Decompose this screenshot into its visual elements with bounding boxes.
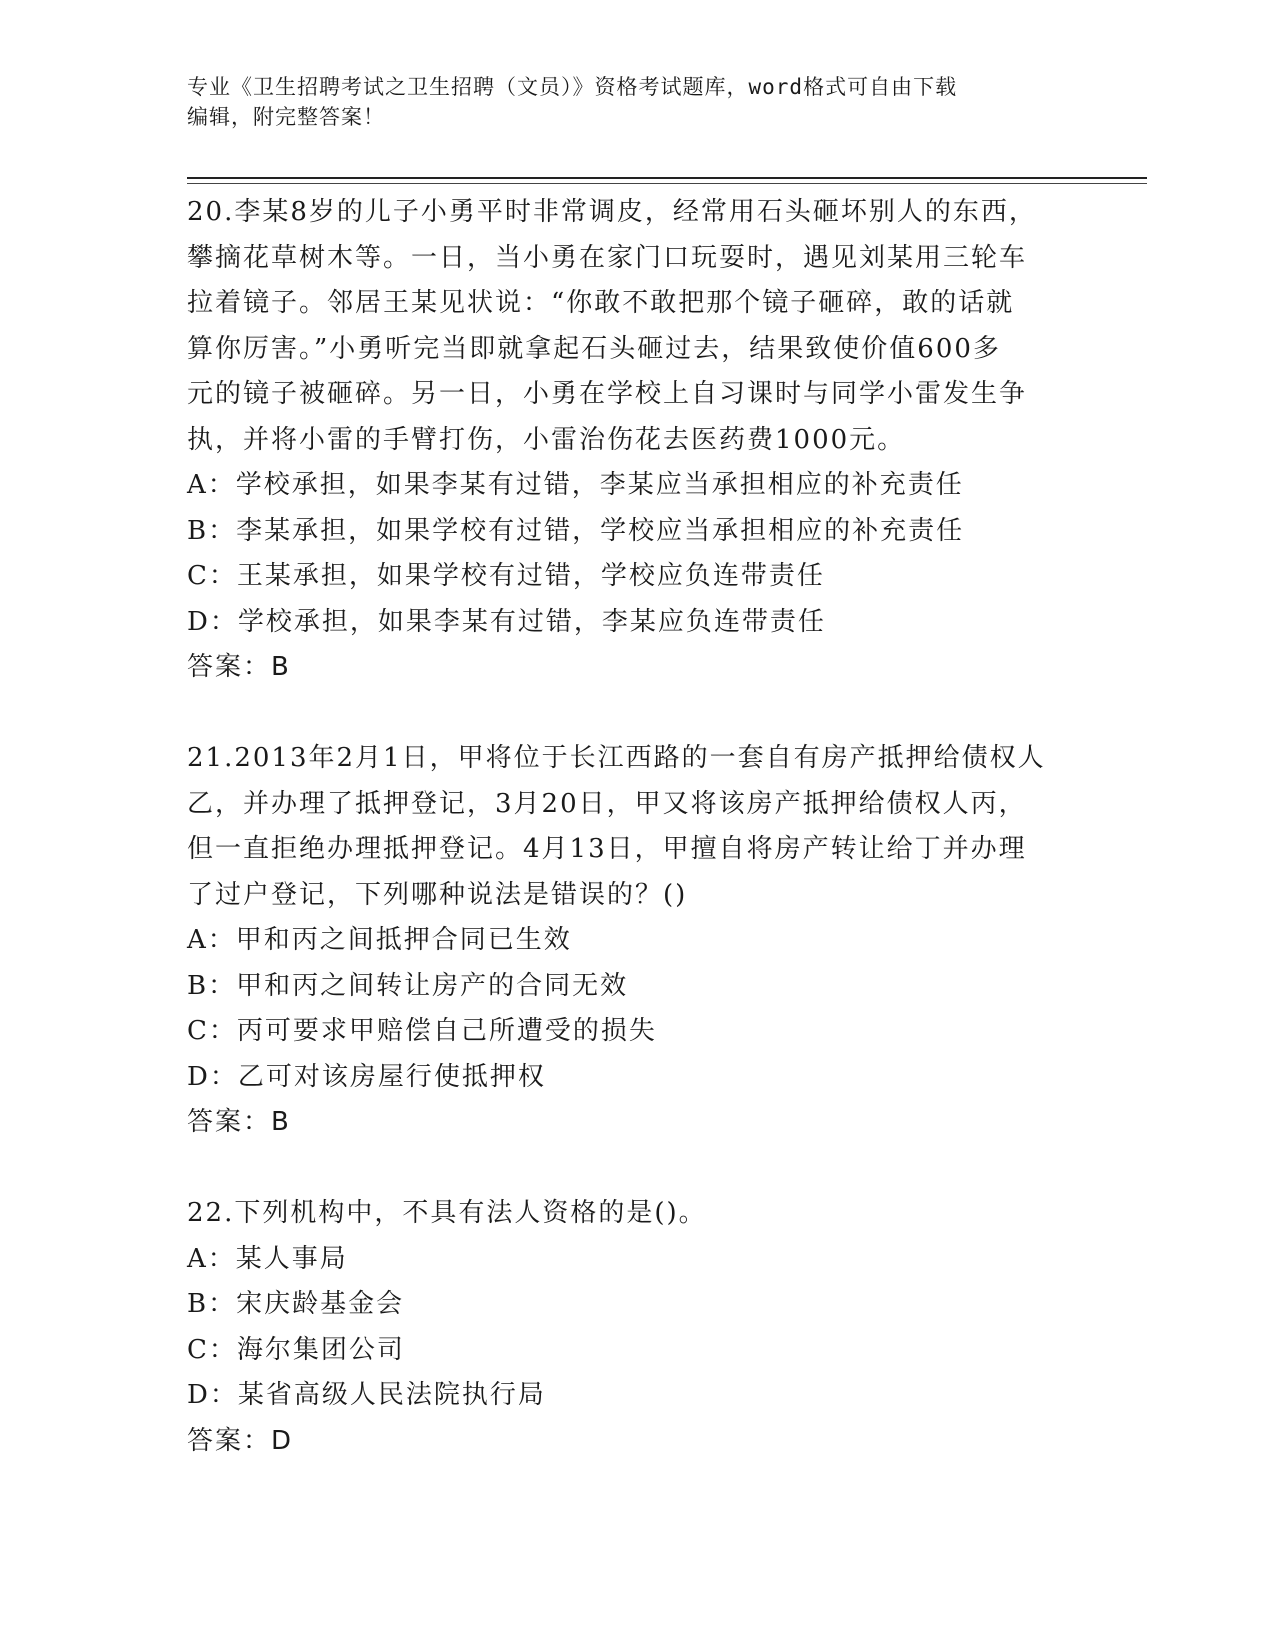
question-spacer [187, 691, 1087, 737]
answer-label: 答案：B [187, 652, 291, 682]
question-21 [187, 736, 1087, 1146]
option-d: D：学校承担，如果李某有过错，李某应负连带责任 [187, 606, 826, 637]
question-stem-line: 22.下列机构中，不具有法人资格的是()。 [187, 1198, 707, 1228]
option-a: A：甲和丙之间抵押合同已生效 [187, 925, 572, 955]
option-d: D：乙可对该房屋行使抵押权 [187, 1061, 546, 1092]
header-divider-thin [187, 183, 1147, 184]
question-stem-line: 算你厉害。”小勇听完当即就拿起石头砸过去，结果致使价值600多 [187, 333, 1001, 364]
option-b: B：李某承担，如果学校有过错，学校应当承担相应的补充责任 [187, 515, 965, 546]
question-stem-line: 21.2013年2月1日，甲将位于长江西路的一套自有房产抵押给债权人 [187, 743, 1046, 773]
question-22 [187, 1191, 1087, 1464]
question-stem-line: 执，并将小雷的手臂打伤，小雷治伤花去医药费1000元。 [187, 424, 906, 455]
answer-label: 答案：D [187, 1425, 294, 1456]
question-stem-line: 了过户登记，下列哪种说法是错误的？() [187, 879, 688, 910]
option-c: C：海尔集团公司 [187, 1334, 405, 1365]
option-d: D：某省高级人民法院执行局 [187, 1380, 546, 1410]
option-b: B：宋庆龄基金会 [187, 1289, 405, 1319]
option-c: C：王某承担，如果学校有过错，学校应负连带责任 [187, 561, 825, 591]
option-b: B：甲和丙之间转让房产的合同无效 [187, 970, 629, 1001]
header-line: 编辑，附完整答案！ [187, 105, 385, 129]
option-a: A：某人事局 [187, 1243, 348, 1274]
document-header [187, 72, 1087, 132]
question-stem-line: 拉着镜子。邻居王某见状说：“你敢不敢把那个镜子砸碎，敢的话就 [187, 288, 1015, 318]
question-stem-line: 20.李某8岁的儿子小勇平时非常调皮，经常用石头砸坏别人的东西， [187, 197, 1037, 227]
question-stem-line: 攀摘花草树木等。一日，当小勇在家门口玩耍时，遇见刘某用三轮车 [187, 242, 1028, 273]
header-divider-thick [187, 177, 1147, 179]
question-stem-line: 乙，并办理了抵押登记，3月20日，甲又将该房产抵押给债权人丙， [187, 788, 1027, 819]
question-stem-line: 但一直拒绝办理抵押登记。4月13日，甲擅自将房产转让给丁并办理 [187, 834, 1027, 864]
option-c: C：丙可要求甲赔偿自己所遭受的损失 [187, 1016, 657, 1046]
question-spacer [187, 1146, 1087, 1192]
question-list [187, 190, 1087, 1464]
header-line: 专业《卫生招聘考试之卫生招聘（文员）》资格考试题库，word格式可自由下载 [187, 75, 958, 99]
question-stem-line: 元的镜子被砸碎。另一日，小勇在学校上自习课时与同学小雷发生争 [187, 379, 1028, 409]
option-a: A：学校承担，如果李某有过错，李某应当承担相应的补充责任 [187, 470, 964, 500]
answer-label: 答案：B [187, 1107, 291, 1137]
question-20 [187, 190, 1087, 691]
